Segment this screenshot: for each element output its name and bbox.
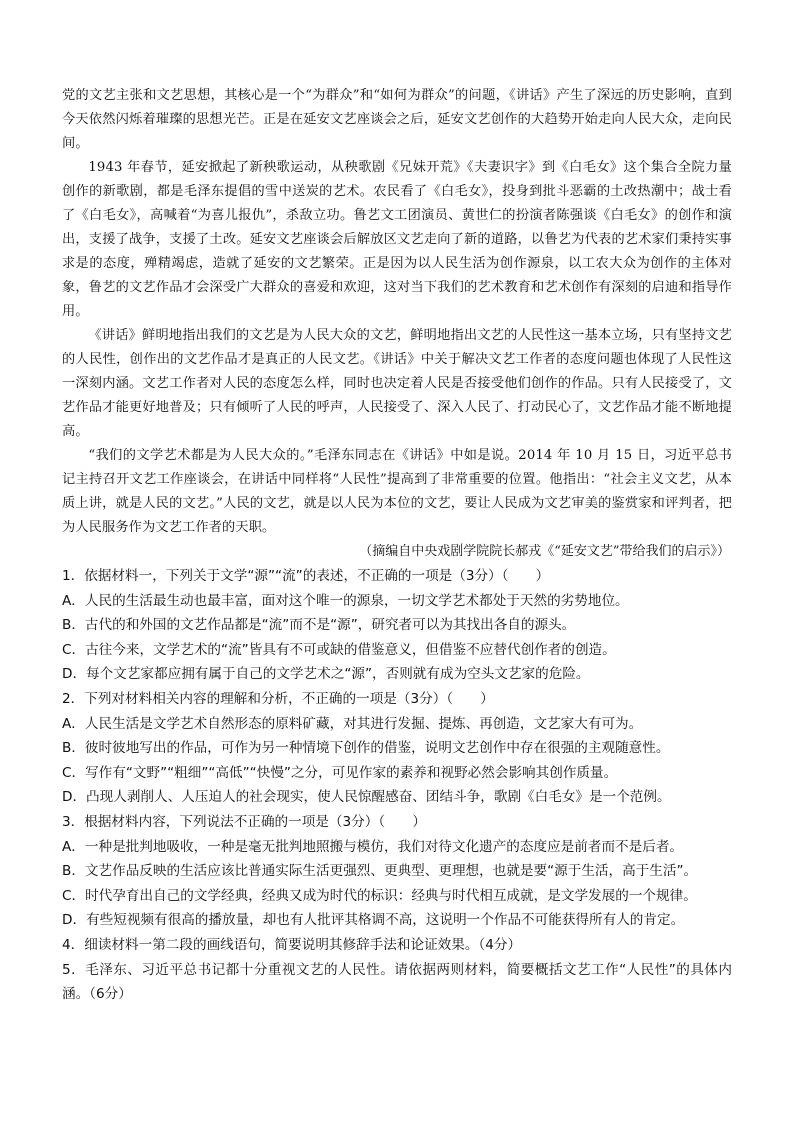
question-3-option-b: B．文艺作品反映的生活应该比普通实际生活更强烈、更典型、更理想，也就是要“源于生活，高于生活”。 bbox=[62, 863, 698, 880]
question-1-option-d: D．每个文艺家都应拥有属于自己的文学艺术之“源”，否则就有成为空头文艺家的危险。 bbox=[62, 666, 590, 683]
question-2-option-b: B．彼时彼地写出的作品，可作为另一种情境下创作的借鉴，说明文艺创作中存在很强的主观随意性。 bbox=[62, 740, 670, 757]
question-1-option-a: A．人民的生活最生动也最丰富，面对这个唯一的源泉，一切文学艺术都处于天然的劣势地位。 bbox=[62, 592, 629, 609]
question-3-option-d: D．有些短视频有很高的播放量，却也有人批评其格调不高，这说明一个作品不可能获得所有人的肯定。 bbox=[62, 912, 685, 929]
passage-paragraph-3: 《讲话》鲜明地指出我们的文艺是为人民大众的文艺，鲜明地指出文艺的人民性这一基本立场，只有坚持文艺的人民性，创作出的文艺作品才是真正的人民文艺。《讲话》中关于解决文艺工作者的态度问题也体现了人民性这一深刻内涵。文艺工作者对人民的态度怎么样，同时也决定着人民是否接受他们创作的作品。只有人民接受了，文艺作品才能更好地普及；只有倾听了人民的呼声，人民接受了、深入人民了、打动民心了，文艺作品才能不断地提高。 bbox=[62, 328, 732, 439]
question-3-option-c: C．时代孕育出自己的文学经典，经典又成为时代的标识：经典与时代相互成就，是文学发展的一个规律。 bbox=[62, 887, 697, 904]
passage-source: （摘编自中央戏剧学院院长郝戎《“延安文艺”带给我们的启示》） bbox=[359, 544, 730, 559]
question-5: 5．毛泽东、习近平总书记都十分重视文艺的人民性。请依据两则材料，简要概括文艺工作“人民性”的具体内涵。（6分） bbox=[62, 961, 732, 1003]
question-2-stem: 2．下列对材料相关内容的理解和分析，不正确的一项是（3分）（ ） bbox=[62, 690, 494, 707]
passage-paragraph-1: 党的文艺主张和文艺思想，其核心是一个“为群众”和“如何为群众”的问题，《讲话》产生了深远的历史影响，直到今天依然闪烁着璀璨的思想光芒。正是在延安文艺座谈会之后，延安文艺创作的大趋势开始走向人民大众，走向民间。 bbox=[62, 88, 732, 151]
exam-page bbox=[62, 84, 732, 1007]
question-2-option-a: A．人民生活是文学艺术自然形态的原料矿藏，对其进行发掘、提炼、再创造，文艺家大有可为。 bbox=[62, 715, 643, 732]
passage-paragraph-4: “我们的文学艺术都是为人民大众的。”毛泽东同志在《讲话》中如是说。2014 年 10 月 15 日，习近平总书记主持召开文艺工作座谈会，在讲话中同样将“人民性”提高到了非常重要的位置。他指出：“社会主义文艺，从本质上讲，就是人民的文艺。”人民的文艺，就是以人民为本位的文艺，要让人民成为文艺审美的鉴赏家和评判者，把为人民服务作为文艺工作者的天职。 bbox=[62, 448, 732, 535]
question-1-option-c: C．古往今来，文学艺术的“流”皆具有不可或缺的借鉴意义，但借鉴不应替代创作者的创造。 bbox=[62, 641, 616, 658]
question-1-option-b: B．古代的和外国的文艺作品都是“流”而不是“源”，研究者可以为其找出各自的源头。 bbox=[62, 617, 576, 634]
question-4: 4．细读材料一第二段的画线语句，简要说明其修辞手法和论证效果。（4分） bbox=[62, 936, 522, 953]
question-3-option-a: A．一种是批判地吸收，一种是毫无批判地照搬与模仿，我们对待文化遗产的态度应是前者而不是后者。 bbox=[62, 838, 684, 855]
passage-paragraph-2: 1943 年春节，延安掀起了新秧歌运动，从秧歌剧《兄妹开荒》《夫妻识字》到《白毛女》这个集合全院力量创作的新歌剧，都是毛泽东提倡的雪中送炭的艺术。农民看了《白毛女》，投身到批斗恶霸的土改热潮中；战士看了《白毛女》，高喊着“为喜儿报仇”，杀敌立功。鲁艺文工团演员、黄世仁的扮演者陈强谈《白毛女》的创作和演出，支援了战争，支援了土改。延安文艺座谈会后解放区文艺走向了新的道路，以鲁艺为代表的艺术家们秉持实事求是的态度，殚精竭虑，造就了延安的文艺繁荣。正是因为以人民生活为创作源泉，以工农大众为创作的主体对象，鲁艺的文艺作品才会深受广大群众的喜爱和欢迎，这对当下我们的艺术教育和艺术创作有深刻的启迪和指导作用。 bbox=[62, 160, 732, 319]
question-2-option-c: C．写作有“文野”“粗细”“高低”“快慢”之分，可见作家的素养和视野必然会影响其创作质量。 bbox=[62, 764, 618, 781]
question-1-stem: 1．依据材料一，下列关于文学“源”“流”的表述，不正确的一项是（3分）（ ） bbox=[62, 568, 550, 584]
question-3-stem: 3．根据材料内容，下列说法不正确的一项是（3分）（ ） bbox=[62, 813, 426, 830]
question-2-option-d: D．凸现人剥削人、人压迫人的社会现实，使人民惊醒感奋、团结斗争，歌剧《白毛女》是一个范例。 bbox=[62, 789, 671, 806]
